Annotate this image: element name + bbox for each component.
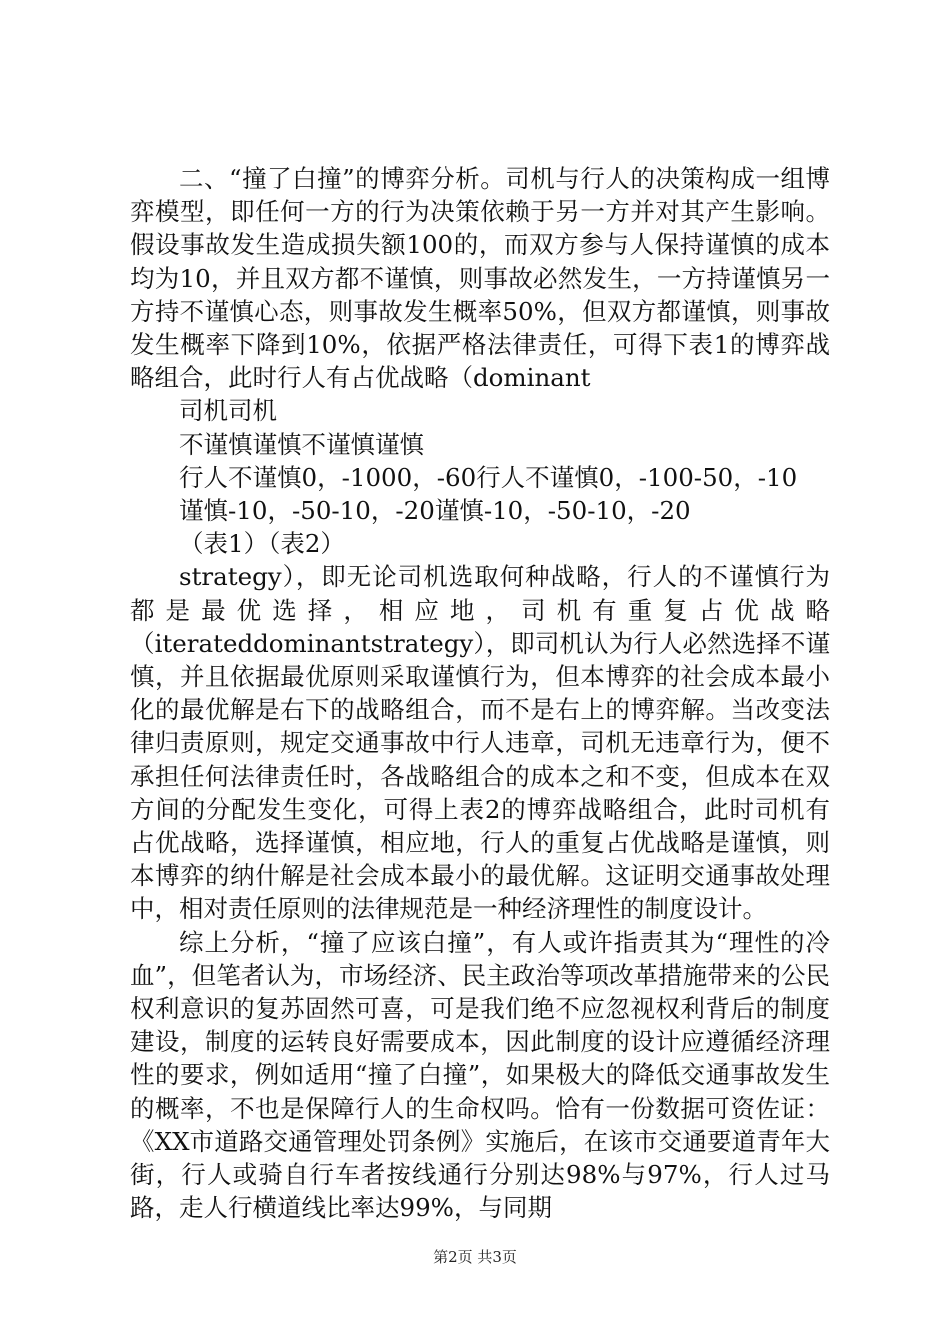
table-caption: （表1）（表2） bbox=[179, 529, 345, 559]
table-row-pedestrian-careful: 谨慎-10，-50-10，-20谨慎-10，-50-10，-20 bbox=[179, 496, 691, 526]
paragraph-game-analysis: 二、“撞了白撞”的博弈分析。司机与行人的决策构成一组博弈模型，即任何一方的行为决策依赖于另一方并对其产生影响。假设事故发生造成损失额100的，而双方参与人保持谨慎的成本均为10，并且双方都不谨慎，则事故必然发生，一方持谨慎另一方持不谨慎心态，则事故发生概率50%，但双方都谨慎，则事故发生概率下降到10%，依据严格法律责任，可得下表1的博弈战略组合，此时行人有占优战略（dominant bbox=[130, 164, 830, 393]
table-subheader-line: 不谨慎谨慎不谨慎谨慎 bbox=[179, 429, 424, 459]
paragraph-conclusion: 综上分析，“撞了应该白撞”，有人或许指责其为“理性的冷血”，但笔者认为，市场经济、民主政治等项改革措施带来的公民权利意识的复苏固然可喜，可是我们绝不应忽视权利背后的制度建设，制度的运转良好需要成本，因此制度的设计应遵循经济理性的要求，例如适用“撞了白撞”，如果极大的降低交通事故发生的概率，不也是保障行人的生命权吗。恰有一份数据可资佐证：《XX市道路交通管理处罚条例》实施后，在该市交通要道青年大街，行人或骑自行车者按线通行分别达98%与97%，行人过马路，走人行横道线比率达99%，与同期 bbox=[130, 927, 830, 1223]
document-body bbox=[130, 162, 830, 1225]
page-footer: 第2页 共3页 bbox=[433, 1248, 517, 1266]
table-header-line: 司机司机 bbox=[179, 396, 277, 426]
paragraph-strategy: strategy），即无论司机选取何种战略，行人的不谨慎行为都是最优选择，相应地，司机有重复占优战略（iterateddominantstrategy），即司机认为行人必然选择不谨慎，并且依据最优原则采取谨慎行为，但本博弈的社会成本最小化的最优解是右下的战略组合，而不是右上的博弈解。当改变法律归责原则，规定交通事故中行人违章，司机无违章行为，便不承担任何法律责任时，各战略组合的成本之和不变，但成本在双方间的分配发生变化，可得上表2的博弈战略组合，此时司机有占优战略，选择谨慎，相应地，行人的重复占优战略是谨慎，则本博弈的纳什解是社会成本最小的最优解。这证明交通事故处理中，相对责任原则的法律规范是一种经济理性的制度设计。 bbox=[130, 562, 830, 924]
table-row-pedestrian-careless: 行人不谨慎0，-1000，-60行人不谨慎0，-100-50，-10 bbox=[179, 462, 798, 492]
